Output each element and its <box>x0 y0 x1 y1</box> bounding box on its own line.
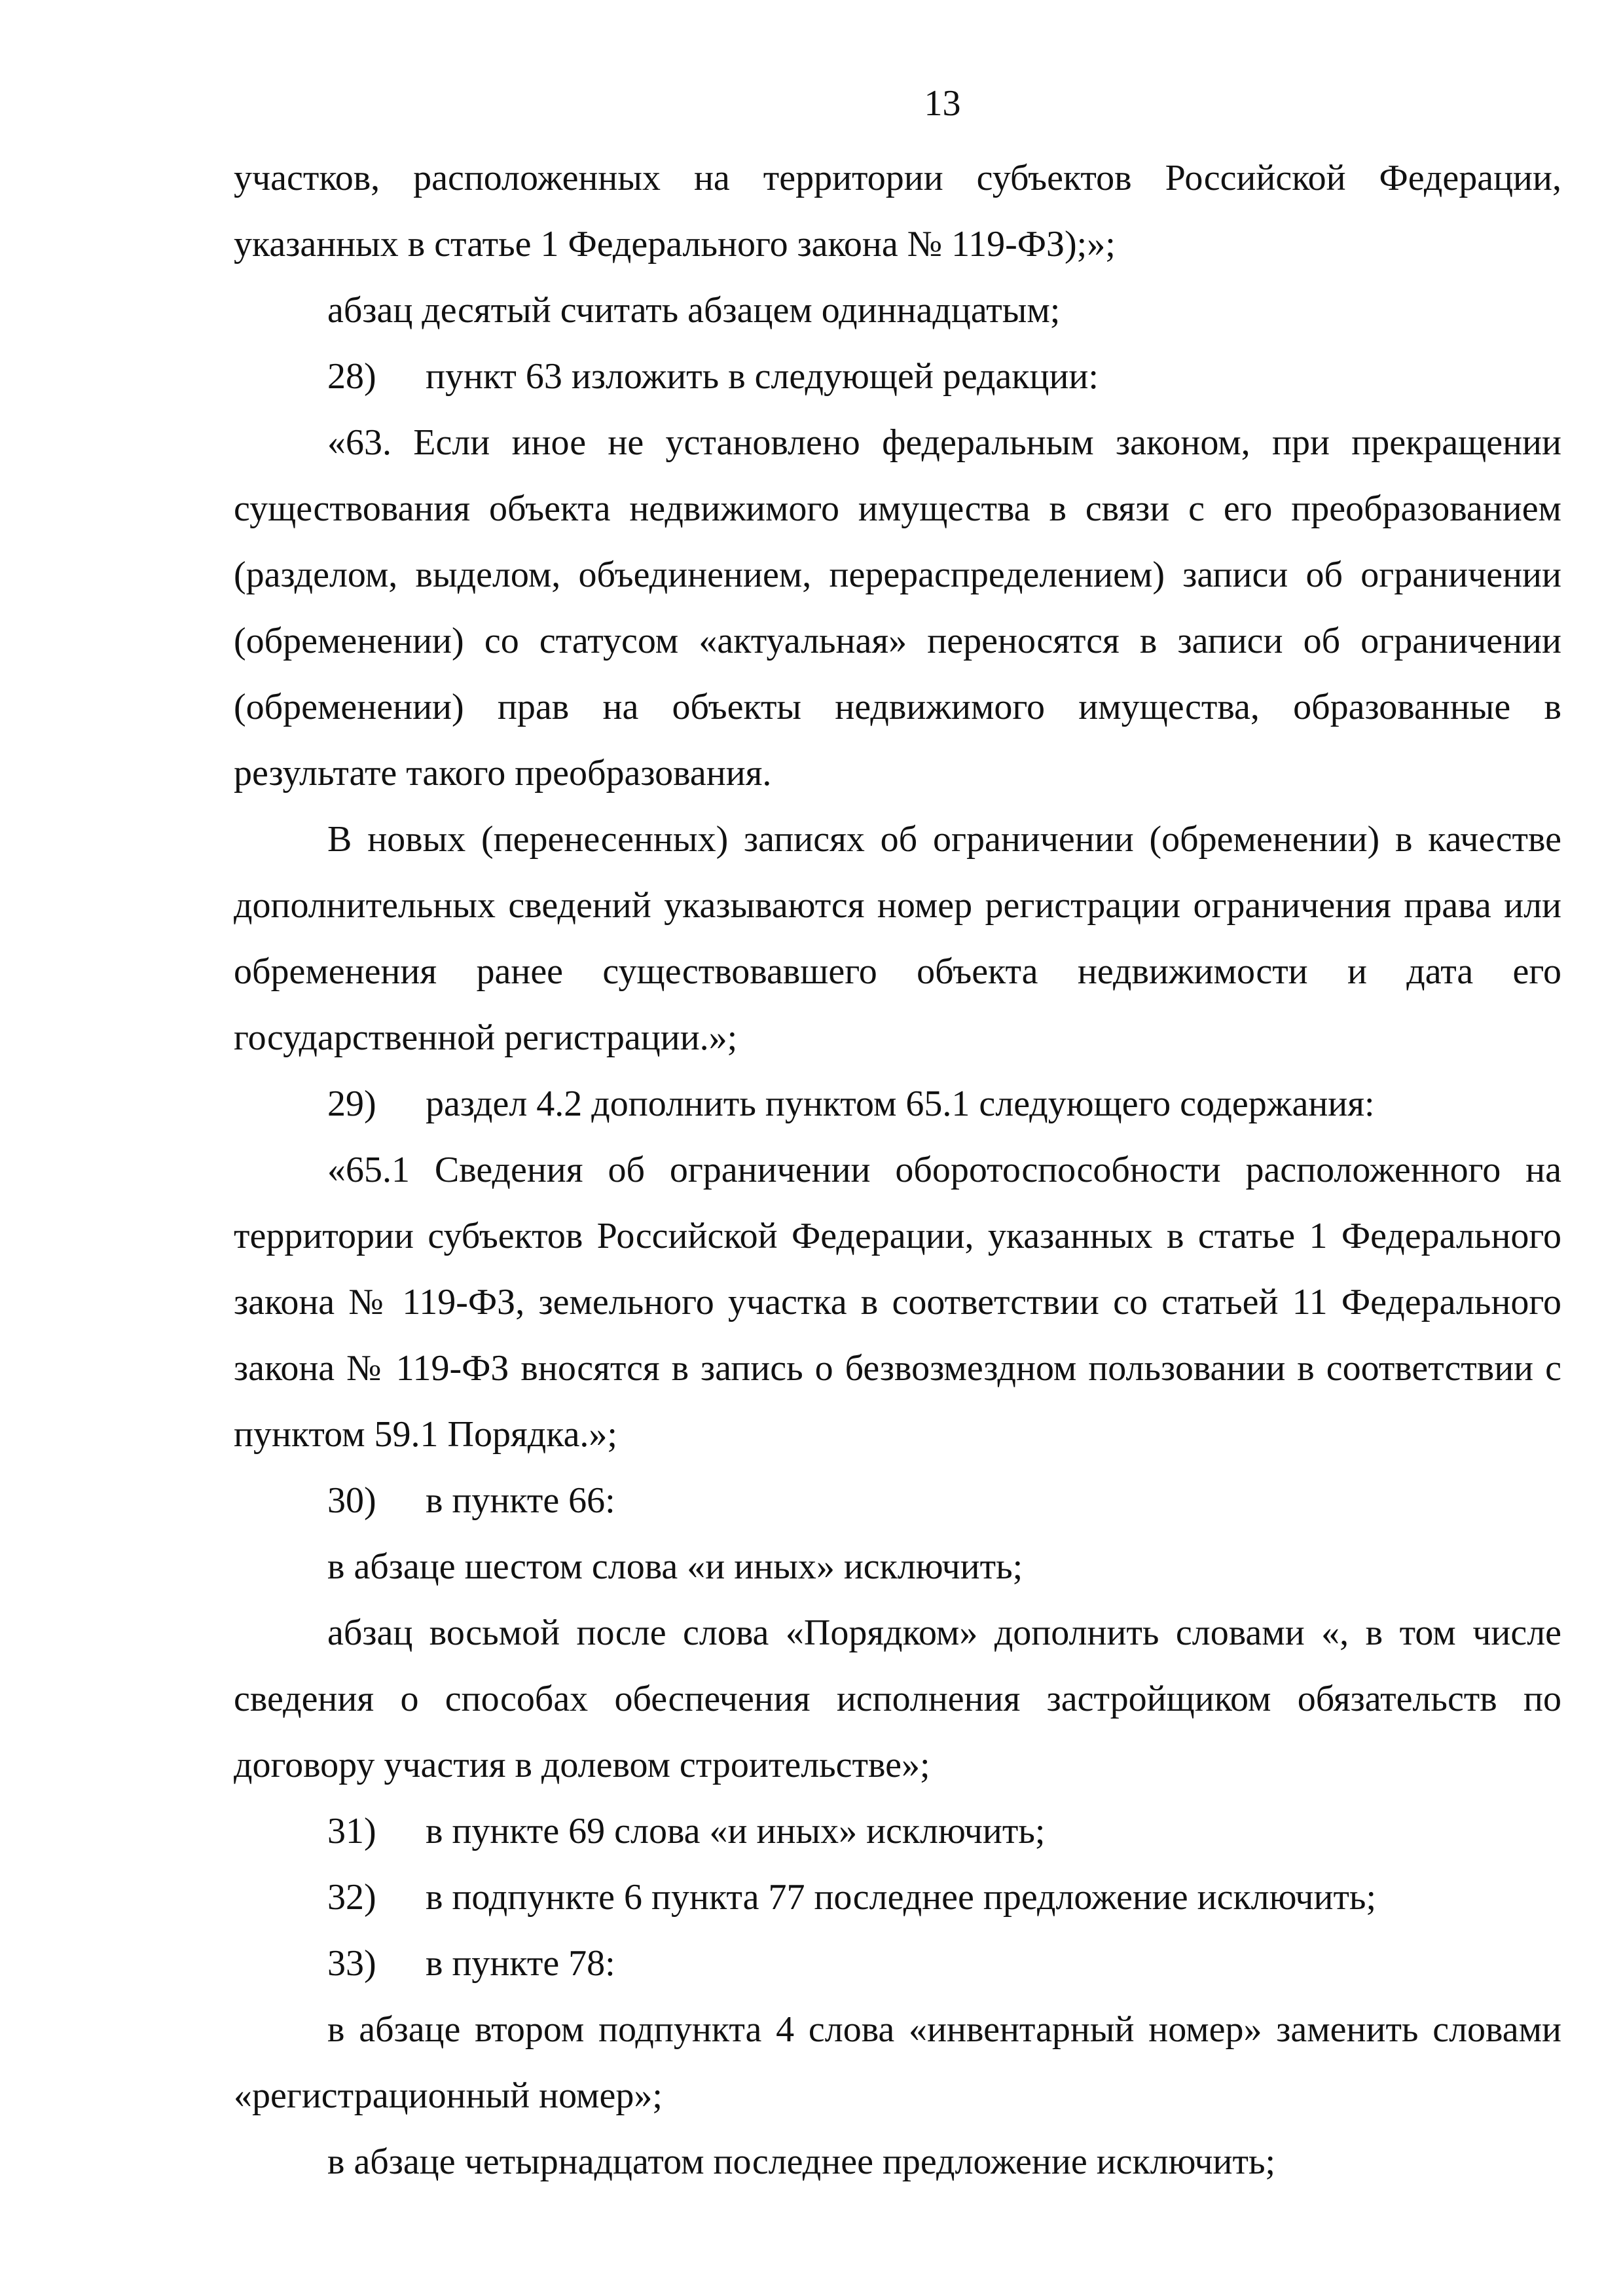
list-item-33 <box>234 1931 1561 1997</box>
item-number: 30) <box>327 1480 376 1521</box>
item-number: 32) <box>327 1877 376 1918</box>
list-item-31 <box>234 1798 1561 1865</box>
document-body <box>234 145 1561 2195</box>
list-item-28 <box>234 344 1561 410</box>
item-number: 33) <box>327 1943 376 1984</box>
list-item-32 <box>234 1865 1561 1931</box>
paragraph-quote-65-1: «65.1 Сведения об ограничении оборотоспособности расположенного на территории субъектов Российской Федерации, указанных в статье 1 Федерального закона № 119-ФЗ, земельного участка в соответствии со статьей 11 Федерального закона № 119-ФЗ вносятся в запись о безвозмездном пользовании в соответствии с пунктом 59.1 Порядка.»; <box>234 1150 1561 1455</box>
item-number: 31) <box>327 1811 376 1851</box>
paragraph-quote-63: «63. Если иное не установлено федеральным законом, при прекращении существования объекта недвижимого имущества в связи с его преобразованием (разделом, выделом, объединением, перераспределением) записи об ограничении (обременении) со статусом «актуальная» переносятся в записи об ограничении (обременении) прав на объекты недвижимого имущества, образованные в результате такого преобразования. <box>234 422 1561 793</box>
item-number: 28) <box>327 356 376 397</box>
paragraph: абзац десятый считать абзацем одиннадцатым; <box>327 290 1061 331</box>
paragraph: В новых (перенесенных) записях об ограничении (обременении) в качестве дополнительных сведений указываются номер регистрации ограничения права или обременения ранее существовавшего объекта недвижимости и дата его государственной регистрации.»; <box>234 819 1561 1058</box>
item-text: в подпункте 6 пункта 77 последнее предложение исключить; <box>426 1877 1377 1918</box>
item-text: в пункте 78: <box>426 1943 615 1984</box>
page-number: 13 <box>924 83 961 124</box>
list-item-29 <box>234 1071 1561 1137</box>
paragraph: в абзаце четырнадцатом последнее предложение исключить; <box>327 2141 1276 2182</box>
list-item-30 <box>234 1468 1561 1534</box>
item-text: в пункте 69 слова «и иных» исключить; <box>426 1811 1046 1851</box>
paragraph: абзац восьмой после слова «Порядком» дополнить словами «, в том числе сведения о способах обеспечения исполнения застройщиком обязательств по договору участия в долевом строительстве»; <box>234 1613 1561 1785</box>
item-text: раздел 4.2 дополнить пунктом 65.1 следующего содержания: <box>426 1084 1375 1124</box>
paragraph-continuation: участков, расположенных на территории субъектов Российской Федерации, указанных в статье 1 Федерального закона № 119-ФЗ);»; <box>234 158 1561 264</box>
item-text: в пункте 66: <box>426 1480 615 1521</box>
item-number: 29) <box>327 1084 376 1124</box>
item-text: пункт 63 изложить в следующей редакции: <box>426 356 1099 397</box>
paragraph: в абзаце втором подпункта 4 слова «инвентарный номер» заменить словами «регистрационный номер»; <box>234 2009 1561 2116</box>
paragraph: в абзаце шестом слова «и иных» исключить; <box>327 1546 1023 1587</box>
